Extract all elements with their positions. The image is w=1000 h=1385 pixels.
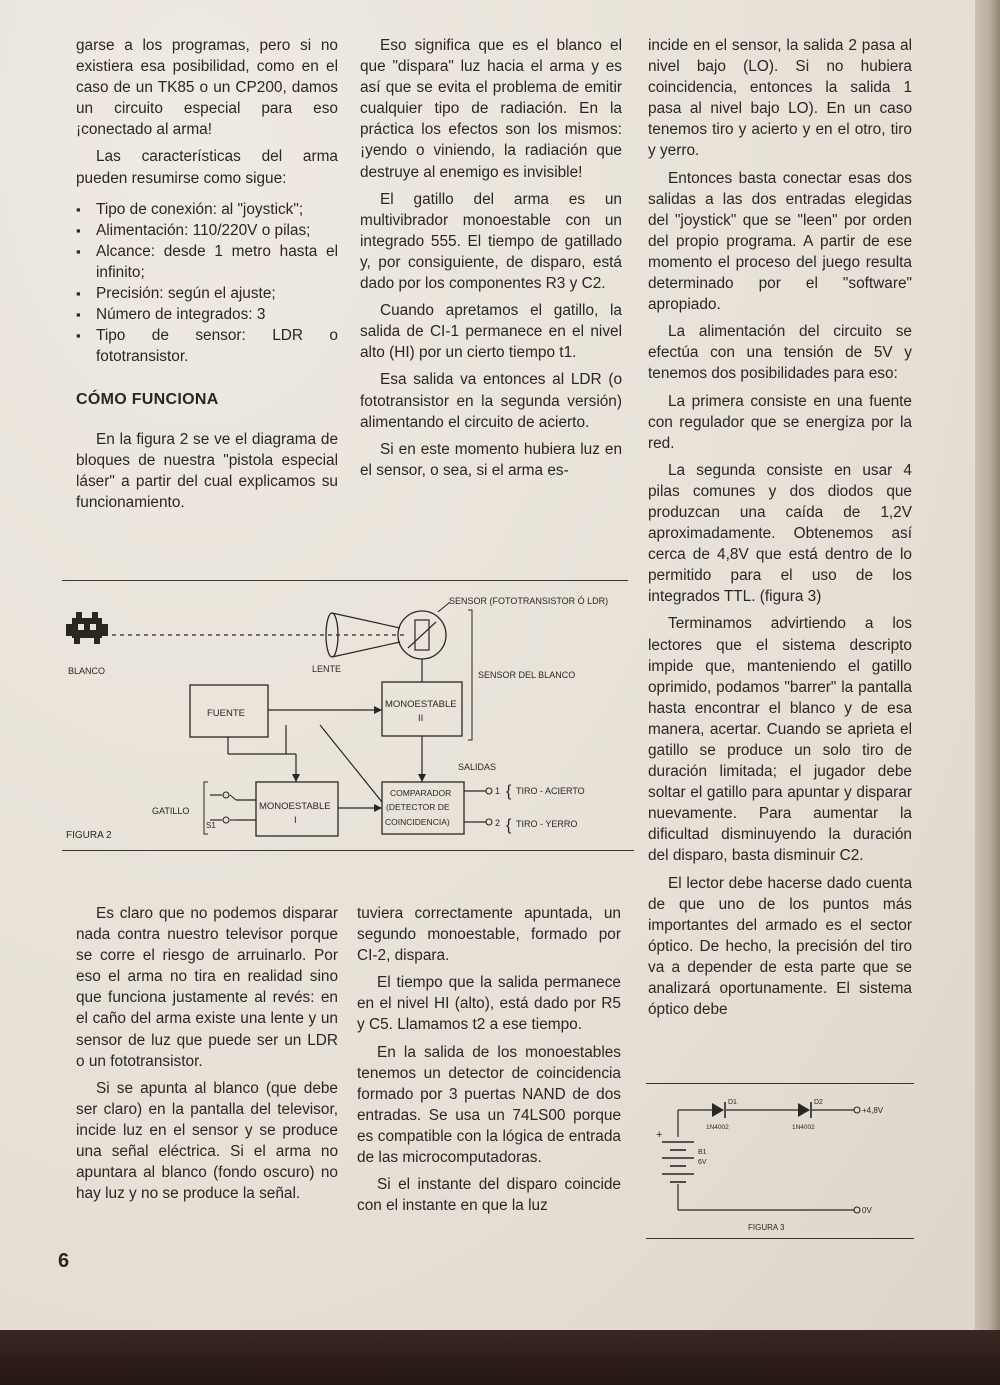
ground-terminal: [854, 1207, 860, 1213]
paragraph: En la salida de los monoestables tenemos un detector de coincidencia formado por 3 puertas NAND de dos entradas. Se usa un 74LS00 porque es compatible con la lógica de entrada de las microcomputadoras.: [357, 1043, 621, 1167]
paragraph: Si en este momento hubiera luz en el sensor, o sea, si el arma es-: [360, 440, 622, 479]
sensor-label: SENSOR (FOTOTRANSISTOR Ó LDR): [449, 596, 609, 606]
paragraph: El tiempo que la salida permanece en el nivel HI (alto), está dado por R5 y C5. Llamamos t2 a ese tiempo.: [357, 974, 621, 1034]
sensor-block-label: SENSOR DEL BLANCO: [478, 670, 576, 680]
figure-3-schematic: [648, 1092, 916, 1236]
output-2-number: 2: [495, 818, 501, 828]
positive-terminal: [854, 1107, 860, 1113]
paragraph: El gatillo del arma es un multivibrador monoestable con un integrado 555. El tiempo de gatillado y, por consiguiente, de disparo, está dado por los componentes R3 y C2.: [360, 190, 622, 293]
monostable-2-number: II: [418, 713, 424, 724]
paragraph: Entonces basta conectar esas dos salidas a las dos entradas elegidas del "joystick" que se "leen" por orden del propio programa. A partir de ese momento el proceso del juego resulta determinado por el "software" apropiado.: [648, 169, 912, 314]
output-1-terminal: [486, 788, 492, 794]
paragraph: tuviera correctamente apuntada, un segundo monoestable, formado por CI-2, dispara.: [357, 905, 621, 965]
monostable-1-number: I: [294, 815, 297, 826]
paragraph: incide en el sensor, la salida 2 pasa al nivel bajo (LO). Si no hubiera coincidencia, entonces la salida 1 pasa al nivel bajo LO). En un caso tenemos tiro y acierto y en el otro, tiro y yerro.: [648, 37, 912, 160]
figure-3-caption: FIGURA 3: [748, 1223, 785, 1232]
paragraph: Las características del arma pueden resumirse como sigue:: [76, 148, 338, 187]
paragraph: Esa salida va entonces al LDR (o fototransistor en la segunda versión) alimentando el circuito de acierto.: [360, 371, 622, 431]
output-1-brace: {: [506, 783, 512, 800]
battery-icon: [662, 1142, 694, 1182]
output-1-number: 1: [495, 786, 501, 796]
monostable-1-label: MONOESTABLE: [259, 801, 331, 812]
monostable-2-label: MONOESTABLE: [385, 699, 457, 710]
diode-d1-icon: [712, 1102, 725, 1118]
text-column-4: [76, 903, 338, 1210]
figure-3-divider-bottom: [646, 1238, 914, 1239]
comparator-label-3: COINCIDENCIA): [385, 817, 450, 827]
trigger-label: GATILLO: [152, 806, 190, 816]
diode-d2-label: D2: [814, 1099, 823, 1106]
output-2-terminal: [486, 819, 492, 825]
list-item: ▪ Precisión: según el ajuste;: [76, 283, 338, 304]
diode-d2-part: 1N4002: [792, 1124, 815, 1131]
power-source-label: FUENTE: [207, 708, 245, 719]
paragraph: Es claro que no podemos disparar nada contra nuestro televisor porque se corre el riesgo de arruinarlo. Por eso el arma no tira en realidad sino que funciona justamente al revés: en el caño del arma existe una lente y un sensor de luz que puede ser un LDR o un fototransistor.: [76, 905, 338, 1070]
battery-plus-sign: +: [656, 1129, 663, 1141]
text-column-5: [357, 903, 621, 1222]
paragraph: La alimentación del circuito se efectúa con una tensión de 5V y tenemos dos posibilidades para eso:: [648, 323, 912, 383]
page-number: 6: [58, 1250, 70, 1272]
list-item: ▪ Alimentación: 110/220V o pilas;: [76, 220, 338, 241]
figure-2-block-diagram: [60, 590, 645, 848]
diode-d1-label: D1: [728, 1099, 737, 1106]
output-1-label: TIRO - ACIERTO: [516, 786, 585, 796]
section-heading: CÓMO FUNCIONA: [76, 391, 219, 409]
diode-d2-icon: [798, 1102, 811, 1118]
paragraph: La segunda consiste en usar 4 pilas comunes y dos diodos que produzcan una caída de 1,2V aproximadamente. Obtenemos así cerca de 4,8V que está dentro de lo permitido para el uso de los integrados TTL. (figura 3): [648, 461, 912, 606]
list-item: ▪ Tipo de sensor: LDR o fototransistor.: [76, 325, 338, 367]
comparator-label-2: (DETECTOR DE: [386, 802, 450, 812]
list-item: ▪ Número de integrados: 3: [76, 304, 338, 325]
switch-label: S1: [206, 821, 216, 830]
output-2-brace: {: [506, 817, 512, 834]
figure-divider-bottom: [62, 850, 634, 851]
paragraph: garse a los programas, pero si no existiera esa posibilidad, como en el caso de un TK85 o un CP200, damos un circuito especial para eso ¡conectado al arma!: [76, 37, 338, 139]
target-icon: [66, 612, 108, 644]
target-label: BLANCO: [68, 666, 106, 676]
positive-output-label: +4,8V: [862, 1106, 884, 1115]
battery-voltage: 6V: [698, 1159, 707, 1166]
ground-output-label: 0V: [862, 1206, 872, 1215]
paragraph: El lector debe hacerse dado cuenta de que uno de los puntos más importantes del armado es el sector óptico. De hecho, la precisión del tiro va a depender de esta parte que se analizará oportunamente. El sistema óptico debe: [648, 874, 912, 1019]
page-edge: [975, 0, 1000, 1385]
outputs-label: SALIDAS: [458, 762, 497, 772]
battery-label: B1: [698, 1149, 707, 1156]
paragraph: Cuando apretamos el gatillo, la salida de CI-1 permanece en el nivel alto (HI) por un cierto tiempo t1.: [360, 302, 622, 362]
text-column-3: [648, 35, 912, 1026]
figure-3-divider-top: [646, 1083, 914, 1084]
paragraph: Si se apunta al blanco (que debe ser claro) en la pantalla del televisor, incide luz en el sensor y se produce una señal eléctrica. Si el arma no apuntara al blanco (fondo oscuro) no hay luz y no se produce la señal.: [76, 1079, 338, 1203]
sensor-icon: [398, 611, 446, 682]
paragraph: Terminamos advirtiendo a los lectores que el sistema descripto impide que, manteniendo el gatillo oprimido, podamos "barrer" la pantalla hasta encontrar el blanco y de esa manera, acertar. Cuando se aprieta el gatillo se produce un solo tiro de duración limitada; el jugador debe soltar el gatillo para apuntar y disparar nuevamente. Para aumentar la dificultad disminuyendo la duración del disparo, basta disminuir C2.: [648, 615, 912, 865]
spec-list: [76, 199, 338, 368]
figure-2-caption: FIGURA 2: [66, 830, 112, 841]
lens-label: LENTE: [312, 664, 342, 674]
comparator-label: COMPARADOR: [390, 788, 452, 798]
paragraph: Si el instante del disparo coincide con el instante en que la luz: [357, 1176, 621, 1215]
diode-d1-part: 1N4002: [706, 1124, 729, 1131]
list-item: ▪ Alcance: desde 1 metro hasta el infinito;: [76, 241, 338, 283]
text-column-2: [360, 35, 622, 487]
paragraph: En la figura 2 se ve el diagrama de bloques de nuestra "pistola especial láser" a partir del cual explicamos su funcionamiento.: [76, 430, 338, 511]
output-2-label: TIRO - YERRO: [516, 819, 578, 829]
figure-divider-top: [62, 580, 628, 581]
background-surface: [0, 1330, 1000, 1385]
paragraph: La primera consiste en una fuente con regulador que se energiza por la red.: [648, 392, 912, 452]
paragraph: Eso significa que es el blanco el que "dispara" luz hacia el arma y es así que se evita el problema de emitir cualquier tipo de radiación. En la práctica los efectos son los mismos: ¡yendo o viniendo, la radiación que destruye al enemigo es invisible!: [360, 37, 622, 181]
text-column-1: [76, 35, 338, 519]
list-item: ▪ Tipo de conexión: al "joystick";: [76, 199, 338, 220]
